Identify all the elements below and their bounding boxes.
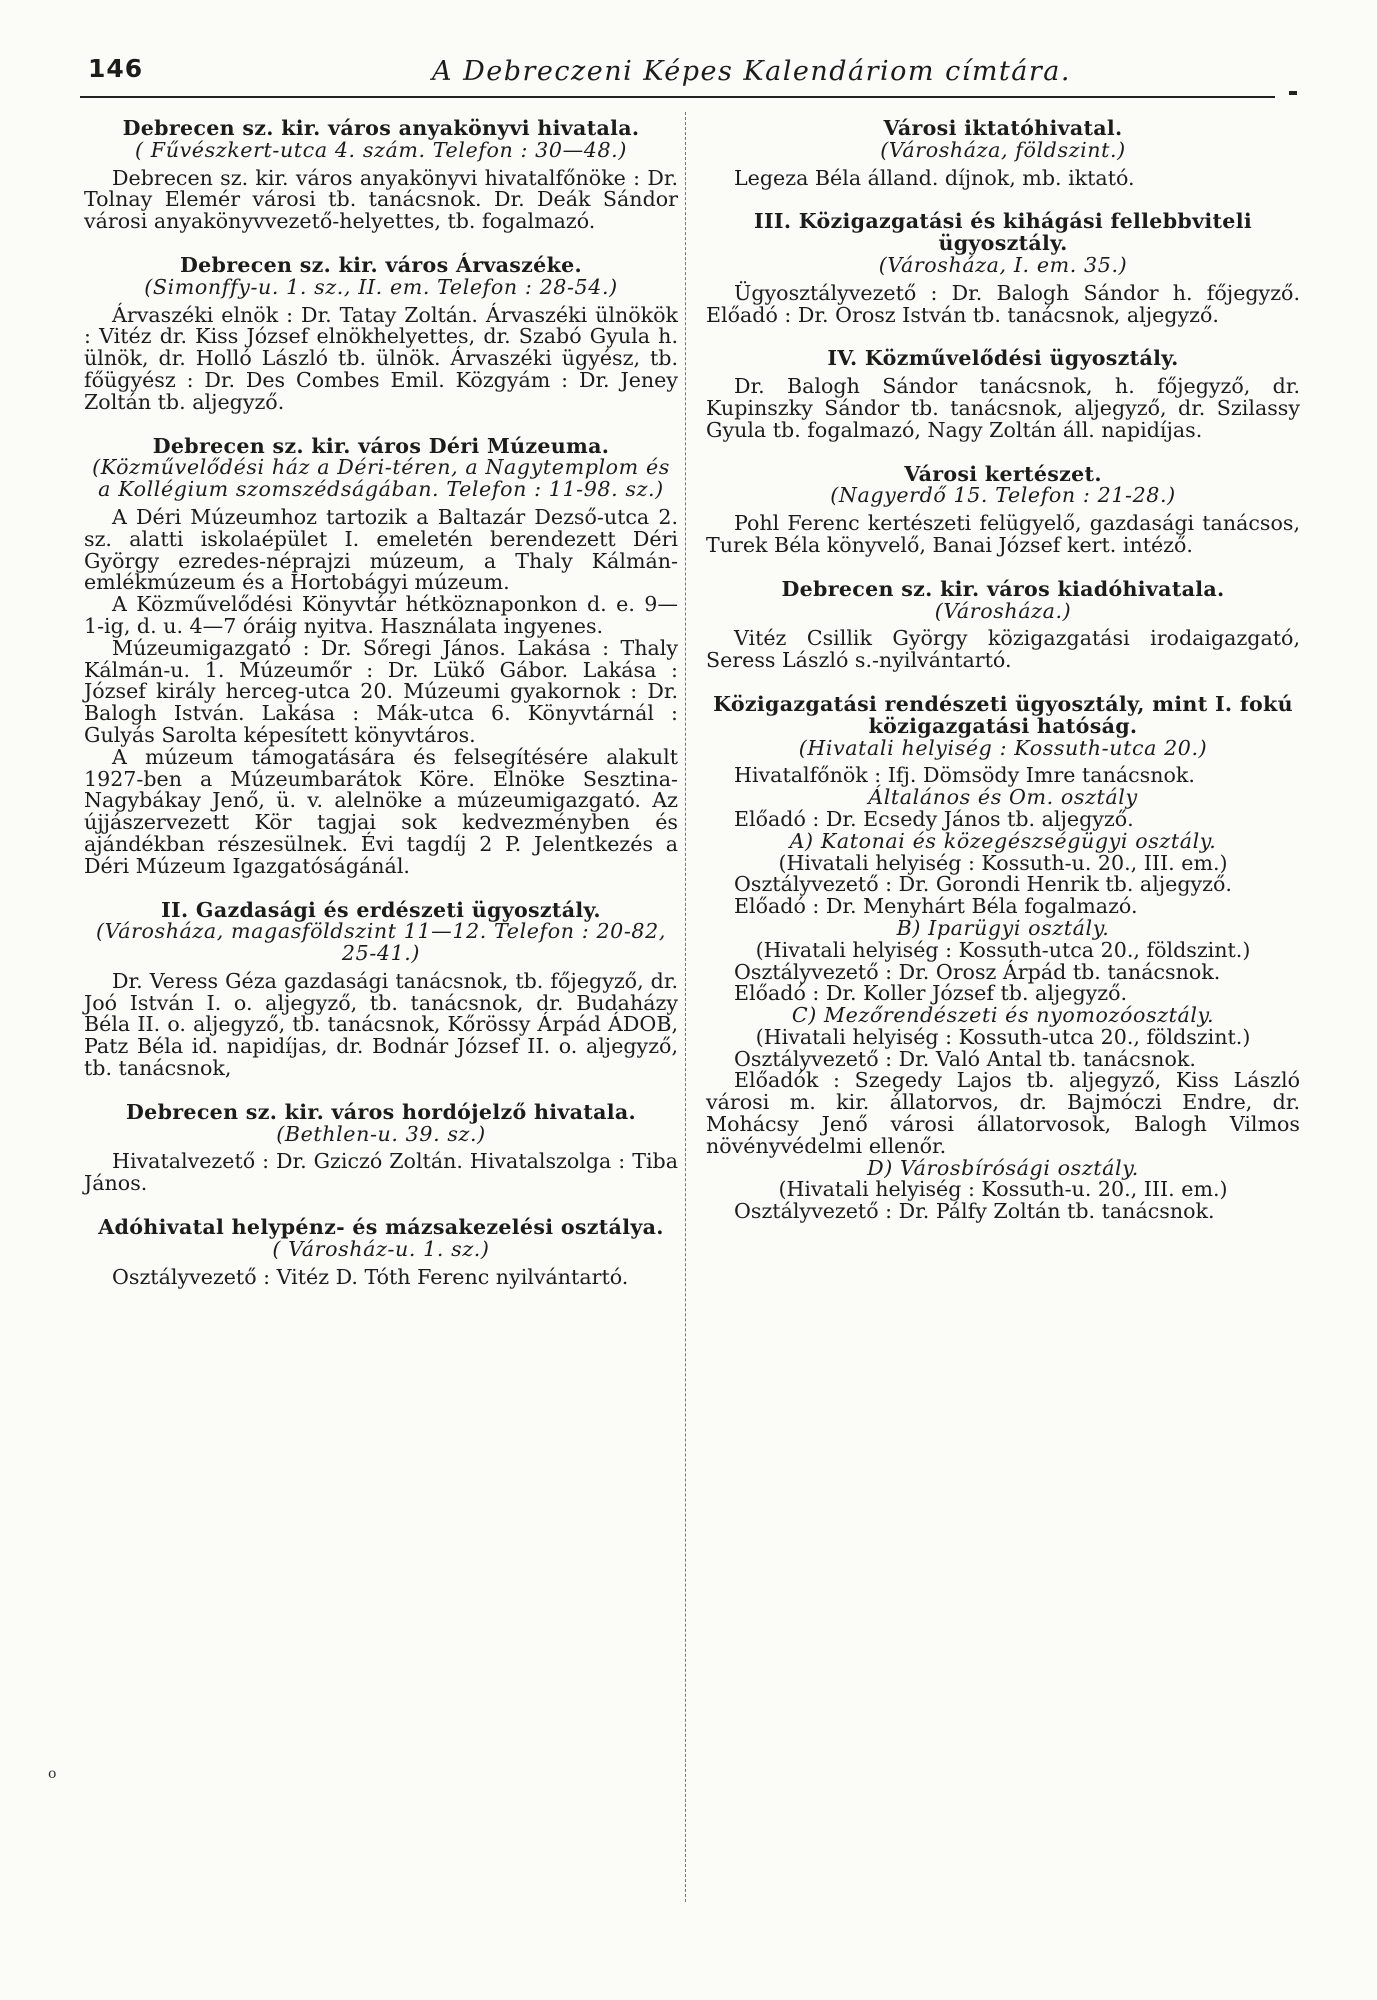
- subsection-title: B) Iparügyi osztály.: [896, 915, 1110, 940]
- subsection-title: Általános és Om. osztály: [868, 785, 1138, 810]
- subsection-line: Előadó : Dr. Ecsedy János tb. aljegyző.: [734, 806, 1134, 831]
- subsection-line: Előadó : Dr. Menyhárt Béla fogalmazó.: [734, 894, 1138, 919]
- section-body: Pohl Ferenc kertészeti felügyelő, gazdasági tanácsos, Turek Béla könyvelő, Banai József kert. intéző.: [706, 511, 1300, 557]
- section-arvaszek: [84, 252, 678, 414]
- section-title: Debrecen sz. kir. város anyakönyvi hivatala.: [122, 116, 640, 140]
- left-column: [84, 118, 678, 1310]
- subsection-location: (Hivatali helyiség : Kossuth-utca 20., földszint.): [755, 937, 1251, 962]
- section-title: Városi kertészet.: [904, 461, 1102, 486]
- margin-mark: o: [48, 1766, 57, 1782]
- header-rule: [80, 96, 1275, 98]
- section-address: (Városháza, I. em. 35.): [878, 252, 1128, 277]
- subsection-title: D) Városbírósági osztály.: [867, 1155, 1139, 1180]
- section-address: (Bethlen-u. 39. sz.): [276, 1121, 486, 1146]
- section-rendeszeti: [706, 691, 1300, 1224]
- subsection-line: Osztályvezető : Dr. Pálfy Zoltán tb. tanácsnok.: [734, 1199, 1215, 1224]
- section-paragraph: A Déri Múzeumhoz tartozik a Baltazár Dezső-utca 2. sz. alatti iskolaépület I. emeletén berendezett Déri György ezredes-néprajzi múzeum, a Thaly Kálmán-emlékmúzeum és a Hortobágyi múzeum.: [84, 504, 678, 595]
- section-kozmuvelodesi: [706, 348, 1300, 441]
- header-rule-mark: [1289, 91, 1297, 95]
- subsection-location: (Hivatali helyiség : Kossuth-utca 20., földszint.): [755, 1024, 1251, 1049]
- running-title: A Debreczeni Képes Kalendáriom címtára.: [432, 56, 1071, 87]
- section-hordojelzo: [84, 1099, 678, 1196]
- section-title: IV. Közművelődési ügyosztály.: [827, 346, 1179, 371]
- section-body: Dr. Balogh Sándor tanácsnok, h. főjegyző, dr. Kupinszky Sándor tb. tanácsnok, aljegyző, dr. Szilassy Gyula tb. fogalmazó, Nagy Zoltán áll. napidíjas.: [706, 374, 1300, 442]
- section-title: Debrecen sz. kir. város kiadóhivatala.: [781, 576, 1225, 601]
- section-body: Osztályvezető : Vitéz D. Tóth Ferenc nyilvántartó.: [112, 1264, 629, 1289]
- section-address: (Városháza, magasföldszint 11—12. Telefon : 20-82, 25-41.): [95, 919, 666, 966]
- subsection-line: Osztályvezető : Dr. Orosz Árpád tb. tanácsnok.: [734, 959, 1221, 984]
- section-address: (Simonffy-u. 1. sz., II. em. Telefon : 28-54.): [144, 274, 618, 299]
- section-body: Debrecen sz. kir. város anyakönyvi hivatalfőnöke : Dr. Tolnay Elemér városi tb. tanácsnok. Dr. Deák Sándor városi anyakönyvvezető-helyettes, tb. fogalmazó.: [84, 165, 678, 234]
- right-column: [706, 118, 1300, 1245]
- section-address: (Hivatali helyiség : Kossuth-utca 20.): [798, 735, 1208, 760]
- section-body: Hivatalvezető : Dr. Gziczó Zoltán. Hivatalszolga : Tiba János.: [84, 1149, 678, 1196]
- section-title: Adóhivatal helypénz- és mázsakezelési osztálya.: [98, 1215, 664, 1240]
- section-anyakonyv: [84, 118, 678, 233]
- subsection-location: (Hivatali helyiség : Kossuth-u. 20., III. em.): [778, 1177, 1228, 1202]
- section-body: Árvaszéki elnök : Dr. Tatay Zoltán. Árvaszéki ülnökök : Vitéz dr. Kiss József elnökhelyettes, dr. Szabó Gyula h. ülnök, dr. Holló László tb. ülnök. Árvaszéki ügyész, tb. főügyész : Dr. Des Combes Emil. Közgyám : Dr. Jeney Zoltán tb. aljegyző.: [84, 302, 678, 414]
- section-title: Debrecen sz. kir. város Déri Múzeuma.: [152, 433, 610, 458]
- section-title: III. Közigazgatási és kihágási fellebbviteli ügyosztály.: [754, 209, 1252, 256]
- section-address: ( Fűvészkert-utca 4. szám. Telefon : 30—48.): [135, 137, 627, 162]
- subsection-line: Előadó : Dr. Koller József tb. aljegyző.: [734, 981, 1128, 1006]
- subsection-line: Előadók : Szegedy Lajos tb. aljegyző, Kiss László városi m. kir. állatorvos, dr. Bajmóczi Endre, dr. Mohácsy Jenő városi állatorvosok, Balogh Vilmos növényvédelmi ellenőr.: [706, 1068, 1300, 1158]
- section-title: II. Gazdasági és erdészeti ügyosztály.: [161, 897, 601, 922]
- section-gazdasagi: [84, 897, 678, 1081]
- section-body: Hivatalfőnök : Ifj. Dömsödy Imre tanácsnok.: [734, 763, 1195, 788]
- section-title: Debrecen sz. kir. város Árvaszéke.: [179, 252, 583, 277]
- section-adohivatal: [84, 1217, 678, 1288]
- section-address: (Városháza.): [934, 598, 1072, 623]
- section-body: Ügyosztályvezető : Dr. Balogh Sándor h. főjegyző. Előadó : Dr. Orosz István tb. tanácsnok, aljegyző.: [706, 280, 1300, 327]
- page-header: [80, 52, 1275, 92]
- section-title: Közigazgatási rendészeti ügyosztály, mint I. fokú közigazgatási hatóság.: [713, 691, 1293, 738]
- section-address: (Közművelődési ház a Déri-téren, a Nagytemplom és a Kollégium szomszédságában. Telefon : 11-98. sz.): [92, 455, 670, 502]
- section-iktato: [706, 118, 1300, 189]
- section-paragraph: Múzeumigazgató : Dr. Sőregi János. Lakása : Thaly Kálmán-u. 1. Múzeumőr : Dr. Lükő Gábor. Lakása : József király herceg-utca 20. Múzeumi gyakornok : Dr. Balogh István. Lakása : Mák-utca 6. Könyvtárnál : Gulyás Sarolta képesített könyvtáros.: [84, 635, 678, 747]
- section-paragraph: A múzeum támogatására és felsegítésére alakult 1927-ben a Múzeumbarátok Köre. Elnöke Sesztina-Nagybákay Jenő, ü. v. alelnöke a múzeumigazgató. Az újjászervezett Kör tagjai sok kedvezményben és ajándékban részesülnek. Évi tagdíj 2 P. Jelentkezés a Déri Múzeum Igazgatóságánál.: [84, 744, 678, 878]
- section-title: Városi iktatóhivatal.: [883, 116, 1123, 140]
- section-kiadohivatal: [706, 576, 1300, 673]
- subsection-title: A) Katonai és közegészségügyi osztály.: [789, 828, 1217, 853]
- subsection-title: C) Mezőrendészeti és nyomozóosztály.: [791, 1003, 1215, 1028]
- subsection-location: (Hivatali helyiség : Kossuth-u. 20., III. em.): [778, 850, 1228, 875]
- section-body: Vitéz Csillik György közigazgatási irodaigazgató, Seress László s.-nyilvántartó.: [706, 626, 1300, 673]
- section-paragraph: A Közművelődési Könyvtár hétköznaponkon d. e. 9—1-ig, d. u. 4—7 óráig nyitva. Használata ingyenes.: [84, 592, 678, 638]
- section-deri-muzeum: [84, 433, 678, 878]
- section-address: (Nagyerdő 15. Telefon : 21-28.): [830, 483, 1176, 508]
- section-kerteszet: [706, 461, 1300, 557]
- subsection-line: Osztályvezető : Dr. Gorondi Henrik tb. aljegyző.: [734, 872, 1232, 897]
- subsection-line: Osztályvezető : Dr. Való Antal tb. tanácsnok.: [734, 1046, 1196, 1071]
- section-address: (Városháza, földszint.): [880, 137, 1126, 162]
- section-title: Debrecen sz. kir. város hordójelző hivatala.: [126, 1099, 636, 1124]
- page-number: 146: [88, 54, 144, 83]
- section-body: Legeza Béla álland. díjnok, mb. iktató.: [734, 165, 1135, 190]
- section-address: ( Városház-u. 1. sz.): [272, 1236, 490, 1261]
- column-divider: [685, 112, 687, 1902]
- section-body: Dr. Veress Géza gazdasági tanácsnok, tb. főjegyző, dr. Joó István I. o. aljegyző, tb. tanácsnok, dr. Budaházy Béla II. o. aljegyző, tb. tanácsnok, Kőrössy Árpád ÁDOB, Patz Béla id. napidíjas, dr. Bodnár József II. o. aljegyző, tb. tanácsnok,: [84, 968, 678, 1081]
- section-kozigazgatasi: [706, 211, 1300, 326]
